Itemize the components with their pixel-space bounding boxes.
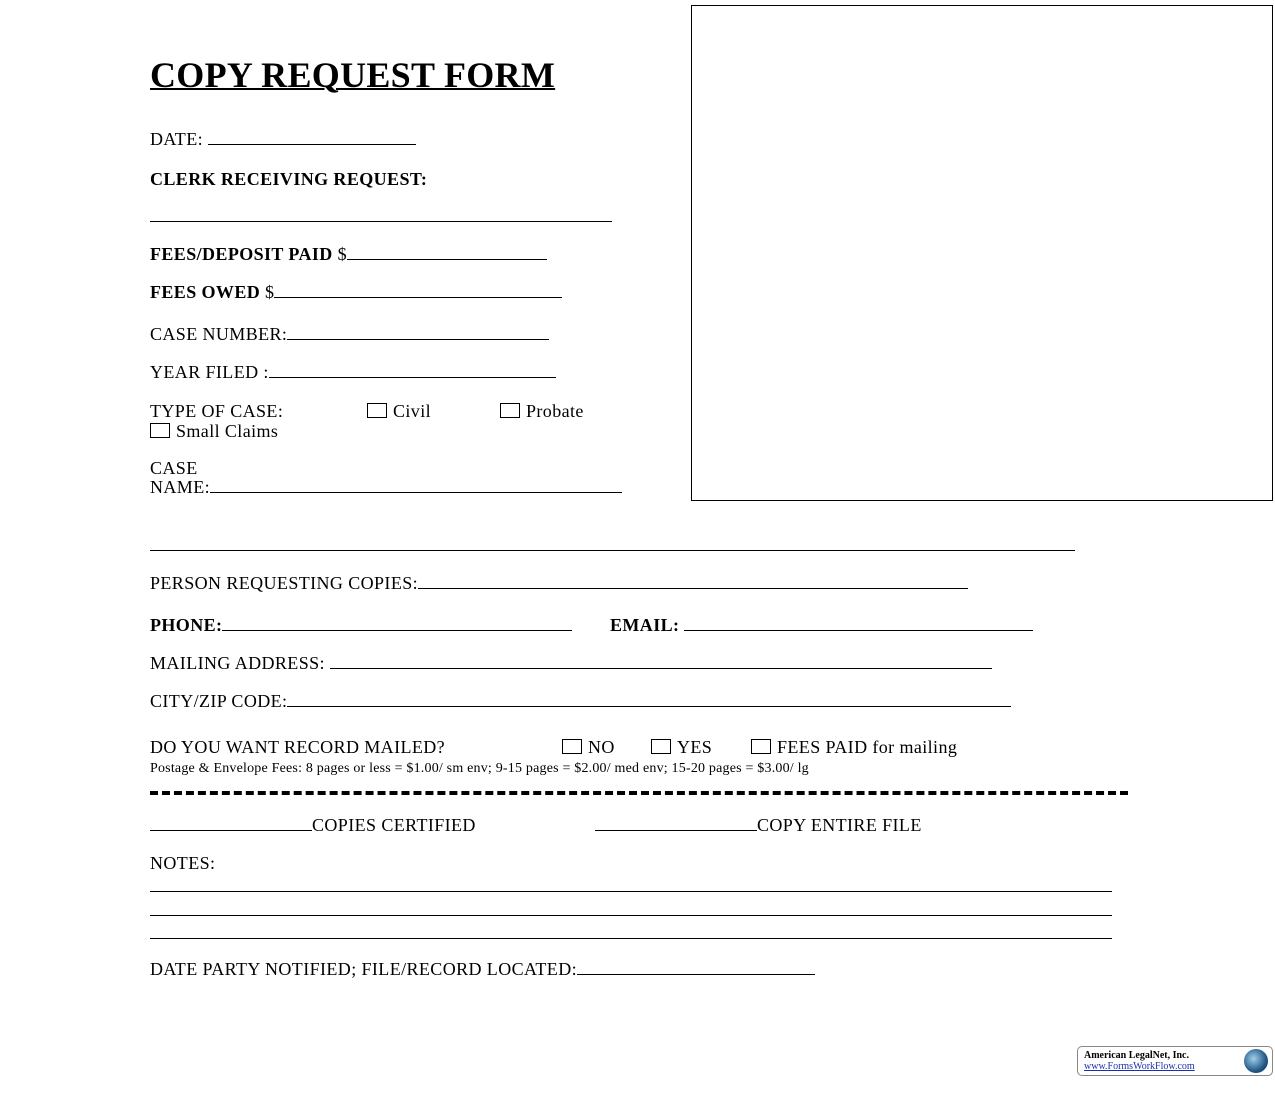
person-blank[interactable] bbox=[418, 574, 968, 589]
type-of-case-label: TYPE OF CASE: bbox=[150, 401, 284, 421]
phone-label: PHONE: bbox=[150, 615, 223, 635]
publisher-logo bbox=[1077, 1046, 1273, 1076]
checkbox-icon[interactable] bbox=[562, 739, 582, 754]
probate-option[interactable] bbox=[500, 401, 584, 421]
notified-label: DATE PARTY NOTIFIED; FILE/RECORD LOCATED: bbox=[150, 959, 577, 979]
fees-owed-field[interactable] bbox=[150, 282, 562, 302]
stamp-box bbox=[691, 5, 1273, 501]
entire-file-field[interactable] bbox=[595, 815, 922, 835]
date-label: DATE: bbox=[150, 129, 203, 149]
type-of-case bbox=[150, 401, 283, 421]
yes-label: YES bbox=[677, 737, 713, 757]
case-name-label: NAME: bbox=[150, 477, 210, 497]
city-label: CITY/ZIP CODE: bbox=[150, 691, 288, 711]
cut-line-divider bbox=[150, 791, 1128, 795]
mailed-question bbox=[150, 737, 445, 757]
email-field[interactable] bbox=[610, 615, 1033, 635]
fees-mailing-option[interactable] bbox=[751, 737, 957, 757]
mailing-field[interactable] bbox=[150, 653, 992, 673]
case-label: CASE bbox=[150, 458, 198, 478]
phone-field[interactable] bbox=[150, 615, 572, 635]
fees-paid-label: FEES/DEPOSIT PAID bbox=[150, 244, 333, 264]
city-field[interactable] bbox=[150, 691, 1011, 711]
yes-option[interactable] bbox=[651, 737, 712, 757]
clerk-label: CLERK RECEIVING REQUEST: bbox=[150, 169, 428, 189]
notes-line[interactable] bbox=[150, 938, 1112, 939]
mailing-blank[interactable] bbox=[330, 654, 992, 669]
fees-owed-label: FEES OWED bbox=[150, 282, 261, 302]
case-number-field[interactable] bbox=[150, 324, 549, 344]
year-filed-label: YEAR FILED : bbox=[150, 362, 269, 382]
logo-name: American LegalNet, Inc. bbox=[1084, 1050, 1189, 1061]
city-blank[interactable] bbox=[287, 692, 1011, 707]
mailed-label: DO YOU WANT RECORD MAILED? bbox=[150, 737, 446, 757]
case-number-blank[interactable] bbox=[287, 325, 549, 340]
notes-label: NOTES: bbox=[150, 853, 216, 873]
fees-paid-blank[interactable] bbox=[347, 245, 547, 260]
year-filed-field[interactable] bbox=[150, 362, 556, 382]
person-label: PERSON REQUESTING COPIES: bbox=[150, 573, 419, 593]
case-name-continuation-line[interactable] bbox=[150, 550, 1075, 551]
case-name-field[interactable] bbox=[150, 477, 622, 497]
logo-url-link[interactable]: www.FormsWorkFlow.com bbox=[1084, 1061, 1195, 1072]
phone-blank[interactable] bbox=[222, 616, 572, 631]
entire-label: COPY ENTIRE FILE bbox=[757, 815, 922, 835]
notified-field[interactable] bbox=[150, 959, 815, 979]
checkbox-icon[interactable] bbox=[367, 403, 387, 418]
fees-mailing-label: FEES PAID for mailing bbox=[777, 737, 958, 757]
small-claims-option[interactable] bbox=[150, 421, 278, 441]
notes-line[interactable] bbox=[150, 891, 1112, 892]
certified-label: COPIES CERTIFIED bbox=[312, 815, 476, 835]
case-name-blank[interactable] bbox=[210, 478, 622, 493]
checkbox-icon[interactable] bbox=[751, 739, 771, 754]
checkbox-icon[interactable] bbox=[651, 739, 671, 754]
checkbox-icon[interactable] bbox=[500, 403, 520, 418]
no-option[interactable] bbox=[562, 737, 615, 757]
fees-owed-blank[interactable] bbox=[274, 283, 562, 298]
person-field[interactable] bbox=[150, 573, 968, 593]
email-label: EMAIL: bbox=[610, 615, 680, 635]
dollar-sign: $ bbox=[265, 282, 275, 302]
civil-option[interactable] bbox=[367, 401, 431, 421]
mailing-label: MAILING ADDRESS: bbox=[150, 653, 325, 673]
notified-blank[interactable] bbox=[577, 960, 815, 975]
clerk-blank[interactable] bbox=[150, 221, 612, 222]
entire-blank[interactable] bbox=[595, 816, 757, 831]
email-blank[interactable] bbox=[684, 616, 1033, 631]
page-title: COPY REQUEST FORM bbox=[150, 55, 556, 95]
notes-line[interactable] bbox=[150, 915, 1112, 916]
year-filed-blank[interactable] bbox=[269, 363, 556, 378]
fees-paid-field[interactable] bbox=[150, 244, 547, 264]
certified-blank[interactable] bbox=[150, 816, 312, 831]
dollar-sign: $ bbox=[337, 244, 347, 264]
small-claims-label: Small Claims bbox=[176, 421, 279, 441]
certified-field[interactable] bbox=[150, 815, 476, 835]
probate-label: Probate bbox=[526, 401, 584, 421]
civil-label: Civil bbox=[393, 401, 432, 421]
case-number-label: CASE NUMBER: bbox=[150, 324, 288, 344]
date-blank[interactable] bbox=[208, 130, 416, 145]
no-label: NO bbox=[588, 737, 615, 757]
globe-icon bbox=[1244, 1049, 1268, 1073]
checkbox-icon[interactable] bbox=[150, 423, 170, 438]
postage-note: Postage & Envelope Fees: 8 pages or less = $1.00/ sm env; 9-15 pages = $2.00/ med env; 15-20 pages = $3.00/ lg bbox=[150, 761, 809, 776]
date-field[interactable] bbox=[150, 129, 416, 149]
